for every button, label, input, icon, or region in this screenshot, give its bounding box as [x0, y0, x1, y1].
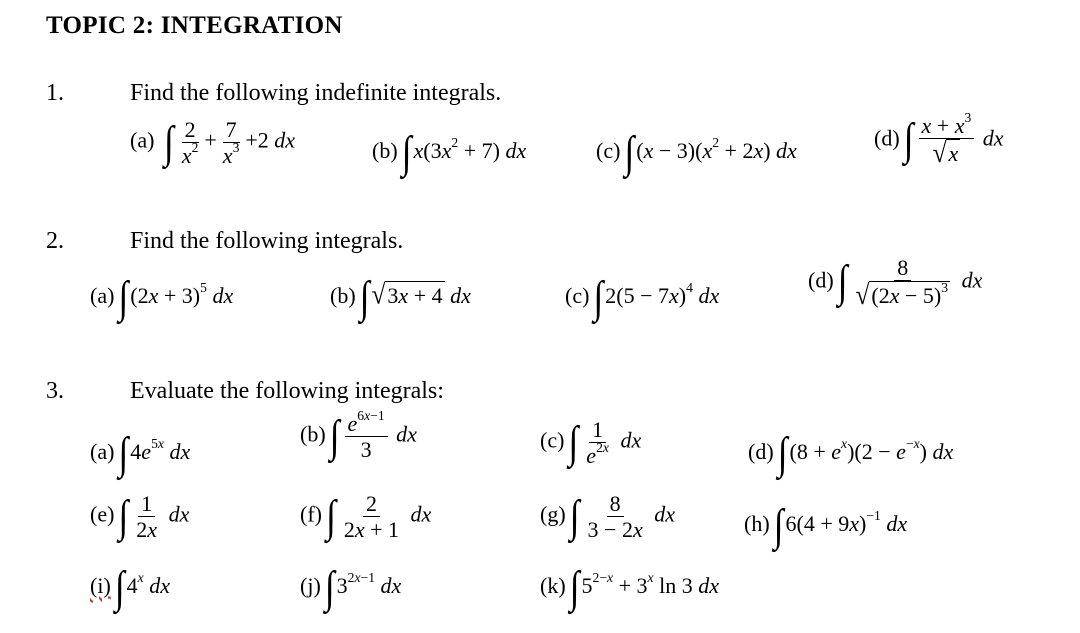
q1-part-a-label: (a) — [130, 127, 155, 153]
q3-part-f: (f) ∫ $\frac{2}{2x + 1}$ dx — [300, 490, 432, 543]
integral-sign-icon: ∫ — [624, 127, 635, 177]
q3-part-b: (b) ∫ $\frac{e^{6x-1}}{3}$ dx — [300, 408, 417, 463]
q3-part-k-label: (k) — [540, 573, 566, 598]
q1-part-d: (d) ∫ $\frac{x + x^3}{√x}$ dx — [874, 110, 1004, 169]
integral-sign-icon: ∫ — [568, 416, 579, 467]
q3-part-g: (g) ∫ $\frac{8}{3 - 2x}$ dx — [540, 490, 675, 543]
q2-part-d: (d) ∫ $\frac{8}{√(2x - 5)^3}$ dx — [808, 255, 983, 311]
q2-part-b: (b) ∫√3x + 4 dx — [330, 272, 471, 322]
q3-part-j: (j) $\int 3^{2x-1}$ dx — [300, 562, 402, 612]
question-2-text: Find the following integrals. — [130, 228, 404, 254]
q3-part-i-label: (i) — [90, 573, 111, 598]
integral-sign-icon: ∫ — [569, 562, 580, 612]
q2-part-c: (c) $\int 2(5 - 7x)^4$ dx — [565, 272, 720, 322]
integral-sign-icon: ∫ — [118, 428, 129, 478]
question-1-number: 1. — [46, 80, 64, 106]
integral-sign-icon: ∫ — [324, 562, 335, 612]
integral-sign-icon: ∫ — [401, 127, 412, 177]
q3-part-k: (k) $\int 5^{2-x} + 3^x$ ln 3 dx — [540, 562, 719, 612]
q3-part-e: (e) ∫ $\frac{1}{2x}$ dx — [90, 490, 190, 543]
integral-sign-icon: ∫ — [118, 490, 129, 541]
q3-part-f-label: (f) — [300, 501, 322, 527]
integral-sign-icon: ∫ — [593, 272, 604, 322]
integral-sign-icon: ∫ — [569, 490, 580, 541]
q3-part-h-label: (h) — [744, 511, 770, 536]
integral-sign-icon: ∫ — [325, 490, 336, 541]
integral-sign-icon: ∫ — [773, 500, 784, 550]
q1-part-b: (b) $\int x(3x^2 + 7)$ dx — [372, 127, 527, 177]
question-2-number: 2. — [46, 228, 64, 254]
q2-part-c-label: (c) — [565, 283, 590, 308]
q2-part-d-label: (d) — [808, 267, 834, 293]
q3-part-c-label: (c) — [540, 427, 565, 453]
q1-part-a: (a) ∫ $\frac{2}{x^2}$ + $\frac{7}{x^3}$ +2 dx — [130, 116, 296, 169]
q3-part-h: (h) $\int 6(4 + 9x)^{-1}$ dx — [744, 500, 908, 550]
q1-part-b-label: (b) — [372, 138, 398, 163]
integral-sign-icon: ∫ — [777, 428, 788, 478]
question-1-text: Find the following indefinite integrals. — [130, 80, 502, 106]
q1-part-c-label: (c) — [596, 138, 621, 163]
q1-part-d-label: (d) — [874, 125, 900, 151]
integral-sign-icon: ∫ — [837, 256, 848, 307]
q1-part-c: (c) $\int(x - 3)(x^2 + 2x)$ dx — [596, 127, 797, 177]
integral-sign-icon: ∫ — [903, 114, 914, 165]
integral-sign-icon: ∫ — [118, 272, 129, 322]
q2-part-b-label: (b) — [330, 283, 356, 308]
q3-part-b-label: (b) — [300, 421, 326, 447]
q3-part-d-label: (d) — [748, 439, 774, 464]
question-3-number: 3. — [46, 378, 64, 404]
integral-sign-icon: ∫ — [163, 116, 174, 167]
integral-sign-icon: ∫ — [359, 272, 370, 322]
q3-part-j-label: (j) — [300, 573, 321, 598]
q3-part-e-label: (e) — [90, 501, 115, 527]
q3-part-a: (a) $\int 4e^{5x}$ dx — [90, 428, 191, 478]
page-title: TOPIC 2: INTEGRATION — [46, 12, 343, 39]
q3-part-d: (d) $\int(8 + e^x)(2 - e^{-x})$ dx — [748, 428, 954, 478]
q2-part-a: (a) $\int(2x + 3)^5$ dx — [90, 272, 234, 322]
integral-sign-icon: ∫ — [329, 410, 340, 461]
integral-sign-icon: ∫ — [114, 562, 125, 612]
q3-part-g-label: (g) — [540, 501, 566, 527]
q3-part-a-label: (a) — [90, 439, 115, 464]
q3-part-i: (i) ∫4$^x$ dx — [90, 562, 170, 612]
q3-part-c: (c) ∫ $\frac{1}{e^{2x}}$ dx — [540, 416, 642, 469]
question-3-text: Evaluate the following integrals: — [130, 378, 444, 404]
q2-part-a-label: (a) — [90, 283, 115, 308]
